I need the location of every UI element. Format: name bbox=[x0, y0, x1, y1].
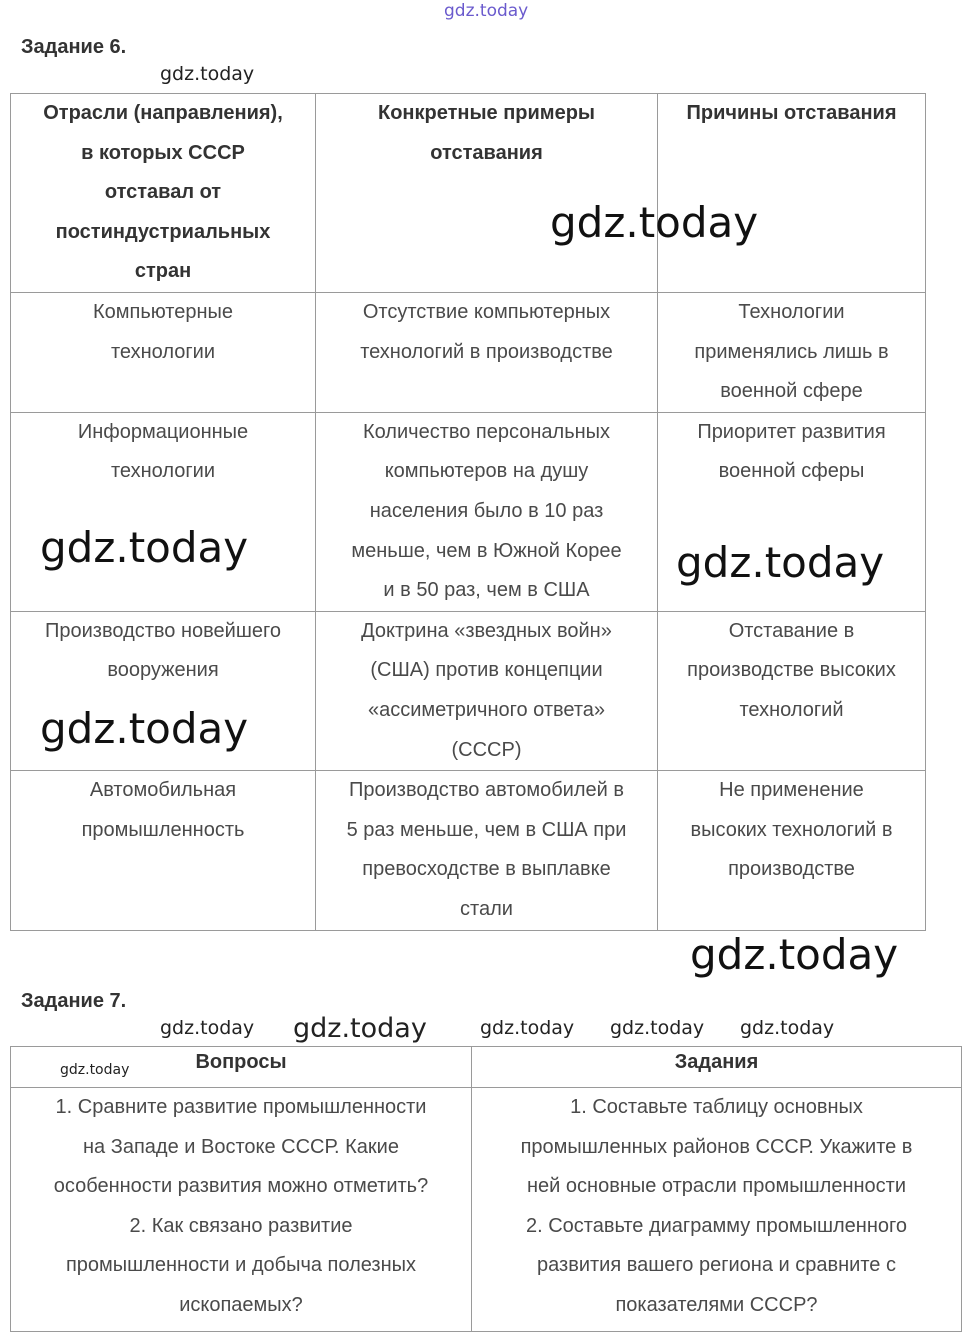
header-cell: Вопросы bbox=[11, 1047, 472, 1088]
table-cell: Технологии применялись лишь в военной сфере bbox=[658, 293, 926, 413]
watermark: gdz.today bbox=[550, 198, 759, 247]
table-cell: Не применение высоких технологий в производстве bbox=[658, 771, 926, 930]
task7-title: Задание 7. bbox=[21, 990, 127, 1012]
questions-cell: 1. Сравните развитие промышленности на Западе и Востоке СССР. Какие особенности развития можно отметить? 2. Как связано развитие промышленности и добыча полезных ископаемых? bbox=[11, 1088, 472, 1332]
task7-table bbox=[10, 1046, 962, 1332]
watermark: gdz.today bbox=[60, 1062, 130, 1078]
table-cell: Отсутствие компьютерных технологий в производстве bbox=[316, 293, 658, 413]
assignments-cell: 1. Составьте таблицу основных промышленных районов СССР. Укажите в ней основные отрасли промышленности 2. Составьте диаграмму промышленного развития вашего региона и сравните с показателями СССР? bbox=[472, 1088, 962, 1332]
table-cell: Компьютерные технологии bbox=[11, 293, 316, 413]
header-cell: Задания bbox=[472, 1047, 962, 1088]
task6-table bbox=[10, 93, 926, 931]
watermark: gdz.today bbox=[293, 1013, 427, 1044]
header-cell: Причины отставания bbox=[658, 94, 926, 293]
table-row bbox=[11, 293, 926, 413]
table-cell: Производство новейшего вооружения bbox=[11, 611, 316, 770]
table-cell: Автомобильная промышленность bbox=[11, 771, 316, 930]
header-cell: Отрасли (направления), в которых СССР отставал от постиндустриальных стран bbox=[11, 94, 316, 293]
task6-title: Задание 6. bbox=[21, 36, 127, 58]
table-header-row bbox=[11, 1047, 962, 1088]
table-row bbox=[11, 771, 926, 930]
table-cell: Количество персональных компьютеров на душу населения было в 10 раз меньше, чем в Южной Корее и в 50 раз, чем в США bbox=[316, 412, 658, 611]
watermark: gdz.today bbox=[160, 1017, 255, 1039]
table-header-row bbox=[11, 94, 926, 293]
header-cell: Конкретные примеры отставания bbox=[316, 94, 658, 293]
watermark: gdz.today bbox=[740, 1017, 835, 1039]
table-cell: Информационные технологии bbox=[11, 412, 316, 611]
table-cell: Отставание в производстве высоких технологий bbox=[658, 611, 926, 770]
watermark: gdz.today bbox=[40, 523, 249, 572]
watermark: gdz.today bbox=[160, 63, 255, 85]
table-row bbox=[11, 611, 926, 770]
watermark: gdz.today bbox=[690, 930, 899, 979]
table-cell: Приоритет развития военной сферы bbox=[658, 412, 926, 611]
watermark: gdz.today bbox=[444, 1, 529, 21]
watermark: gdz.today bbox=[40, 704, 249, 753]
watermark: gdz.today bbox=[610, 1017, 705, 1039]
table-row bbox=[11, 1088, 962, 1332]
watermark: gdz.today bbox=[676, 538, 885, 587]
table-cell: Доктрина «звездных войн» (США) против концепции «ассиметричного ответа» (СССР) bbox=[316, 611, 658, 770]
table-cell: Производство автомобилей в 5 раз меньше, чем в США при превосходстве в выплавке стали bbox=[316, 771, 658, 930]
table-row bbox=[11, 412, 926, 611]
watermark: gdz.today bbox=[480, 1017, 575, 1039]
